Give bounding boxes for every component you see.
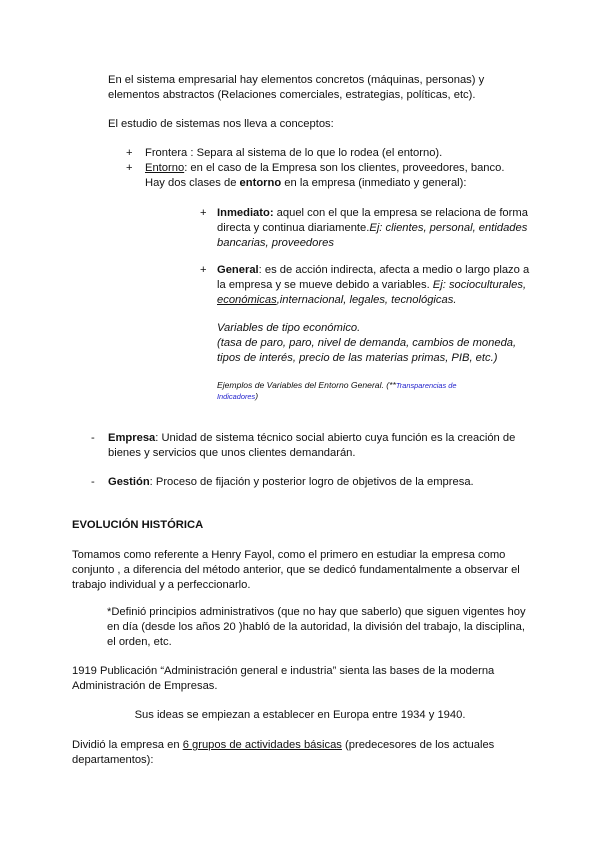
ideas-text: Sus ideas se empiezan a establecer en Europa entre 1934 y 1940.: [134, 709, 466, 721]
entorno-term: Entorno: [145, 162, 185, 174]
inmediato-item: [217, 206, 547, 251]
definio-paragraph: [107, 605, 577, 650]
empresa-line2: bienes y servicios que unos clientes demandarán.: [108, 447, 356, 459]
inmediato-line2-pre: directa y continua diariamente.: [217, 222, 370, 234]
gestion-term: Gestión: [108, 476, 150, 488]
variables-line-1: Variables de tipo económico.: [217, 322, 361, 334]
general-examples: Ej: socioculturales,: [432, 279, 527, 291]
gestion-item: [108, 475, 538, 490]
inmediato-line1: aquel con el que la empresa se relaciona de forma: [273, 207, 528, 219]
general-term: General: [217, 264, 259, 276]
publicacion-line-2: Administración de Empresas.: [72, 680, 218, 692]
fayol-line-1: Tomamos como referente a Henry Fayol, como el primero en estudiar la empresa como: [72, 549, 506, 561]
entorno-item: [145, 161, 565, 191]
general-line2-pre: la empresa y se mueve debido a variables.: [217, 279, 433, 291]
empresa-item: [108, 431, 538, 461]
fayol-line-3: trabajo individual y a perfeccionarlo.: [72, 579, 251, 591]
plus-bullet-icon: +: [126, 162, 133, 174]
definio-line-1: *Definió principios administrativos (que no hay que saberlo) que siguen vigentes hoy: [107, 606, 526, 618]
dividio-underlined: 6 grupos de actividades básicas: [182, 739, 342, 751]
empresa-term: Empresa: [108, 432, 156, 444]
publicacion-paragraph: [72, 664, 572, 694]
dash-bullet-icon: -: [91, 476, 95, 488]
intro-paragraph: [108, 73, 578, 103]
entorno-definition: : en el caso de la Empresa son los clientes, proveedores, banco.: [184, 162, 505, 174]
entorno-line2-post: en la empresa (inmediato y general):: [281, 177, 467, 189]
dividio-pre: Dividió la empresa en: [72, 739, 183, 751]
ejemplos-text: Ejemplos de Variables del Entorno General. (: [217, 380, 390, 390]
fayol-line-2: conjunto , a diferencia del método anterior, que se dedicó fundamentalmente a observar el: [72, 564, 520, 576]
transparencias-link[interactable]: Transparencias de: [395, 381, 457, 390]
ejemplos-close: ): [255, 391, 259, 401]
plus-bullet-icon: +: [200, 207, 207, 219]
general-line1: : es de acción indirecta, afecta a medio o largo plazo a: [258, 264, 530, 276]
variables-line-2: (tasa de paro, paro, nivel de demanda, cambios de moneda,: [217, 337, 517, 349]
intro-line-1: En el sistema empresarial hay elementos concretos (máquinas, personas) y: [108, 74, 485, 86]
variables-block: [217, 321, 557, 366]
dividio-post: (predecesores de los actuales: [341, 739, 495, 751]
definio-line-2: en día (desde los años 20 )habló de la autoridad, la división del trabajo, la disciplina,: [107, 621, 525, 633]
entorno-line2-pre: Hay dos clases de: [145, 177, 240, 189]
section-title: EVOLUCIÓN HISTÓRICA: [72, 519, 204, 531]
variables-line-3: tipos de interés, precio de las materias primas, PIB, etc.): [217, 352, 498, 364]
definio-line-3: el orden, etc.: [107, 636, 172, 648]
frontera-item: Frontera : Separa al sistema de lo que lo rodea (el entorno).: [145, 147, 443, 159]
general-item: [217, 263, 557, 308]
inmediato-examples: Ej: clientes, personal, entidades: [369, 222, 528, 234]
empresa-line1: : Unidad de sistema técnico social abierto cuya función es la creación de: [155, 432, 516, 444]
estudio-text: El estudio de sistemas nos lleva a conceptos:: [108, 118, 334, 130]
intro-line-2: elementos abstractos (Relaciones comerciales, estrategias, políticas, etc).: [108, 89, 476, 101]
dash-bullet-icon: -: [91, 432, 95, 444]
entorno-line2-bold: entorno: [239, 177, 282, 189]
plus-bullet-icon: +: [126, 147, 133, 159]
general-economicas: económicas: [217, 294, 277, 306]
publicacion-line-1: 1919 Publicación “Administración general e industria” sienta las bases de la moderna: [72, 665, 495, 677]
ejemplos-note: [217, 380, 537, 402]
fayol-paragraph: [72, 548, 572, 593]
inmediato-line3: bancarias, proveedores: [217, 237, 334, 249]
dividio-line-2: departamentos):: [72, 754, 154, 766]
inmediato-term: Inmediato:: [217, 207, 274, 219]
general-line3-rest: ,internacional, legales, tecnológicas.: [276, 294, 457, 306]
ejemplos-mark: **: [389, 380, 396, 390]
plus-bullet-icon: +: [200, 264, 207, 276]
gestion-definition: : Proceso de fijación y posterior logro de objetivos de la empresa.: [149, 476, 474, 488]
indicadores-link[interactable]: Indicadores: [217, 392, 256, 401]
dividio-paragraph: [72, 738, 572, 768]
